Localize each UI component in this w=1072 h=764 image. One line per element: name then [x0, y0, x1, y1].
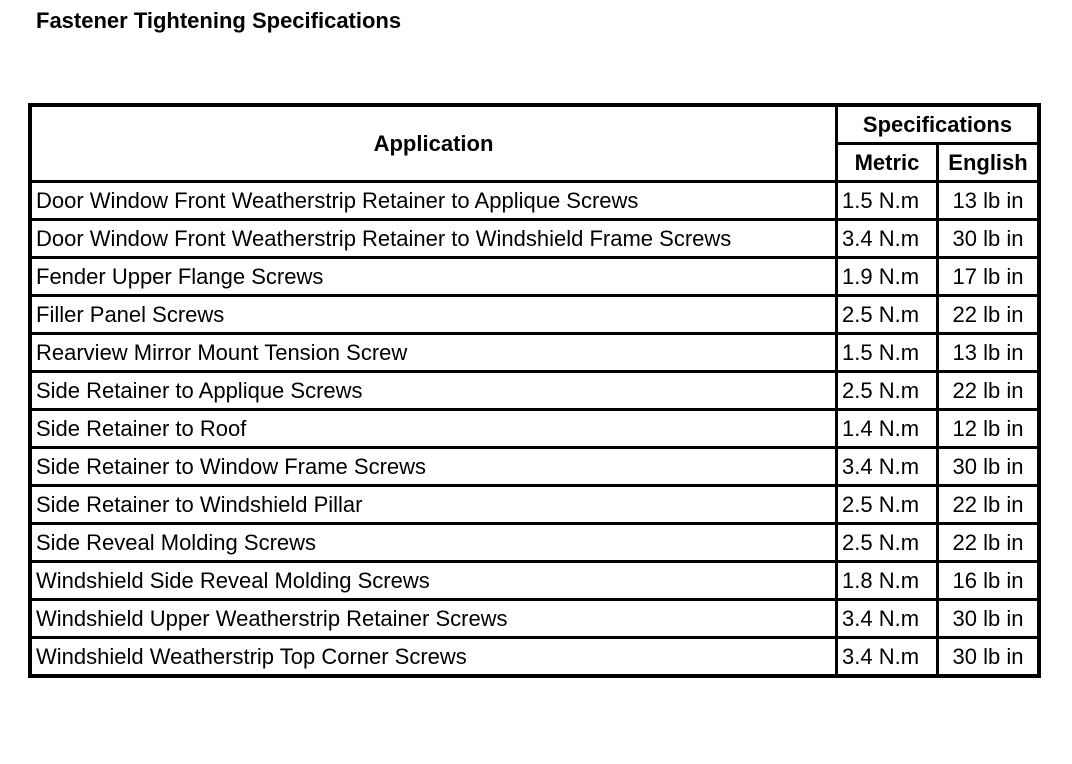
metric-cell: 1.5 N.m: [837, 182, 938, 220]
metric-cell: 2.5 N.m: [837, 524, 938, 562]
metric-cell: 1.9 N.m: [837, 258, 938, 296]
table-body: [30, 182, 1039, 677]
metric-cell: 3.4 N.m: [837, 448, 938, 486]
english-cell: 22 lb in: [938, 372, 1040, 410]
page-title: Fastener Tightening Specifications: [36, 8, 402, 33]
header-english: English: [938, 144, 1040, 182]
application-cell: Door Window Front Weatherstrip Retainer to Windshield Frame Screws: [30, 220, 837, 258]
fastener-spec-table: [28, 103, 1041, 678]
application-cell: Fender Upper Flange Screws: [30, 258, 837, 296]
metric-cell: 2.5 N.m: [837, 486, 938, 524]
metric-cell: 3.4 N.m: [837, 600, 938, 638]
english-cell: 16 lb in: [938, 562, 1040, 600]
metric-cell: 2.5 N.m: [837, 372, 938, 410]
metric-cell: 1.8 N.m: [837, 562, 938, 600]
table-row: [30, 296, 1039, 334]
application-cell: Windshield Weatherstrip Top Corner Screws: [30, 638, 837, 677]
english-cell: 12 lb in: [938, 410, 1040, 448]
table-row: [30, 334, 1039, 372]
table-header: [30, 105, 1039, 182]
english-cell: 13 lb in: [938, 334, 1040, 372]
english-cell: 30 lb in: [938, 600, 1040, 638]
english-cell: 22 lb in: [938, 296, 1040, 334]
english-cell: 22 lb in: [938, 486, 1040, 524]
application-cell: Side Reveal Molding Screws: [30, 524, 837, 562]
english-cell: 17 lb in: [938, 258, 1040, 296]
application-cell: Windshield Side Reveal Molding Screws: [30, 562, 837, 600]
header-specifications: Specifications: [837, 105, 1040, 144]
metric-cell: 3.4 N.m: [837, 220, 938, 258]
metric-cell: 3.4 N.m: [837, 638, 938, 677]
english-cell: 22 lb in: [938, 524, 1040, 562]
application-cell: Side Retainer to Roof: [30, 410, 837, 448]
table-row: [30, 410, 1039, 448]
header-row-top: [30, 105, 1039, 144]
application-cell: Door Window Front Weatherstrip Retainer to Applique Screws: [30, 182, 837, 220]
english-cell: 30 lb in: [938, 220, 1040, 258]
header-application: Application: [30, 105, 837, 182]
table-row: [30, 448, 1039, 486]
table-row: [30, 220, 1039, 258]
application-cell: Rearview Mirror Mount Tension Screw: [30, 334, 837, 372]
application-cell: Side Retainer to Applique Screws: [30, 372, 837, 410]
table-row: [30, 372, 1039, 410]
application-cell: Side Retainer to Window Frame Screws: [30, 448, 837, 486]
table-row: [30, 562, 1039, 600]
english-cell: 13 lb in: [938, 182, 1040, 220]
table-row: [30, 182, 1039, 220]
table-row: [30, 258, 1039, 296]
metric-cell: 2.5 N.m: [837, 296, 938, 334]
english-cell: 30 lb in: [938, 638, 1040, 677]
header-metric: Metric: [837, 144, 938, 182]
application-cell: Filler Panel Screws: [30, 296, 837, 334]
table-row: [30, 600, 1039, 638]
table-row: [30, 638, 1039, 677]
application-cell: Windshield Upper Weatherstrip Retainer Screws: [30, 600, 837, 638]
metric-cell: 1.5 N.m: [837, 334, 938, 372]
metric-cell: 1.4 N.m: [837, 410, 938, 448]
application-cell: Side Retainer to Windshield Pillar: [30, 486, 837, 524]
table-row: [30, 524, 1039, 562]
table-row: [30, 486, 1039, 524]
english-cell: 30 lb in: [938, 448, 1040, 486]
